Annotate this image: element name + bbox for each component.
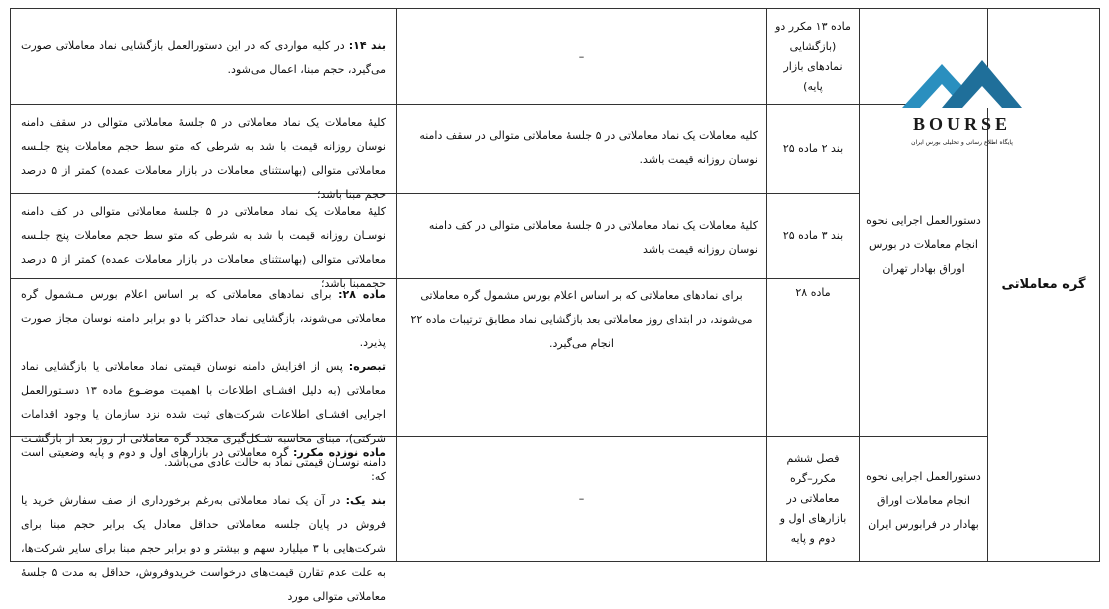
group-label: گره معاملاتی xyxy=(1001,277,1086,292)
row2-ref: بند ۲ ماده ۲۵ xyxy=(782,142,844,155)
row-divider xyxy=(10,193,860,194)
row4-old: برای نمادهای معاملاتی که بر اساس اعلام بورس مشمول گره معاملاتی می‌شوند، در ابتدای روز معاملاتی بعد بازگشایی نماد مطابق ترتیبات ماده ۲۲ انجام می‌گیرد. xyxy=(410,289,753,350)
row4-new: ماده ۲۸: برای نمادهای معاملاتی که بر اساس اعلام بورس مـشمول گره معاملاتی می‌شوند، بازگشایی نماد حداکثر با دو برابر دامنه نوسان مجاز صورت پذیرد. تبصره: پس از افزایش دامنه نوسان قیمتی نماد معاملاتی یا بازگشایی نماد معاملاتی (به دلیل افشـای اطلاعات با اهمیت موضـوع ماده ۱۳ دسـتورالعمل اجرایی افشـای اطلاعات شرکت‌های ثبت شده نزد سازمان یا وجود اقدامات شرکتی)، مبنای محاسبه شـکل‌گیری مجدد گره معاملاتی از روز بعد از بازگشـت دامنه نوسـان قیمتی نماد به حالت عادی می‌باشد. xyxy=(21,288,386,469)
row5-ref: فصل ششم مکرر–گره معاملاتی در بازارهای اول و دوم و پایه xyxy=(779,452,847,545)
row1-old: – xyxy=(578,49,585,63)
row1-new: بند ۱۴: در کلیه مواردی که در این دستورالعمل بازگشایی نماد معاملاتی صورت می‌گیرد، حجم مبنا، اعمال می‌شود. xyxy=(21,39,386,76)
row4-ref: ماده ۲۸ xyxy=(795,286,831,299)
row5-new: ماده نوزده مکرر: گره معاملاتی در بازارهای اول و دوم و پایه وضعیتی است که: بند یک: در آن یک نماد معاملاتی به‌رغم برخورداری از صف سفارش خرید یا فروش در پایان جلسه معاملاتی حداقل معادل یک برابر حجم مبنا برای شرکت‌هایی با ۳ میلیارد سهم و بیشتر و دو برابر حجم مبنا برای سایر شرکت‌ها، به علت عدم تقارن قیمت‌های درخواست خریدوفروش، حداقل به مدت ۵ جلسهٔ معاملاتی متوالی مورد xyxy=(21,446,386,603)
row1-ref: ماده ۱۳ مکرر دو (بازگشایی نمادهای بازار پایه) xyxy=(775,19,851,93)
row2-new: کلیهٔ معاملات یک نماد معاملاتی در ۵ جلسۀ معاملاتی متوالی در سقف دامنه نوسان روزانه قیمت با شد به شرطی که متو سط حجم معاملات پنج جلـسه معاملاتی متوالی (بهاستثنای معاملات در بازار معاملات عمده) کمتر از ۵ درصد حجم مبنا باشد؛ xyxy=(21,116,386,201)
row3-old: کلیهٔ معاملات یک نماد معاملاتی در ۵ جلسۀ معاملاتی متوالی در کف دامنه نوسان روزانه قیمت باشد xyxy=(428,219,758,256)
row5-old: – xyxy=(578,492,585,505)
bourse-logo xyxy=(882,30,1042,150)
row2-old: کلیه معاملات یک نماد معاملاتی در ۵ جلسۀ معاملاتی متوالی در سقف دامنه نوسان روزانه قیمت باشد. xyxy=(419,129,758,166)
regulation-farabourse-cell: دستورالعمل اجرایی نحوه انجام معاملات اوراق بهادار در فرابورس ایران xyxy=(866,469,981,531)
row3-new: کلیهٔ معاملات یک نماد معاملاتی در ۵ جلسۀ معاملاتی متوالی در کف دامنه نوسـان روزانه قیمت با شد به شرطی که متو سط حجم معاملات پنج جلـسه معاملاتی متوالی (بهاستثنای معاملات در بازار معاملات عمده) کمتر از ۵ درصد حجممبنا باشد؛ xyxy=(21,205,386,290)
svg-text:BOURSE: BOURSE xyxy=(912,114,1012,134)
regulation-tehran-cell: دستورالعمل اجرایی نحوه انجام معاملات در بورس اوراق بهادار تهران xyxy=(866,214,981,275)
row3-ref: بند ۳ ماده ۲۵ xyxy=(782,229,844,242)
table-border-right xyxy=(1099,8,1100,562)
svg-text:پایگاه اطلاع رسانی و تحلیلی بو: پایگاه اطلاع رسانی و تحلیلی بورس ایران xyxy=(911,139,1013,146)
